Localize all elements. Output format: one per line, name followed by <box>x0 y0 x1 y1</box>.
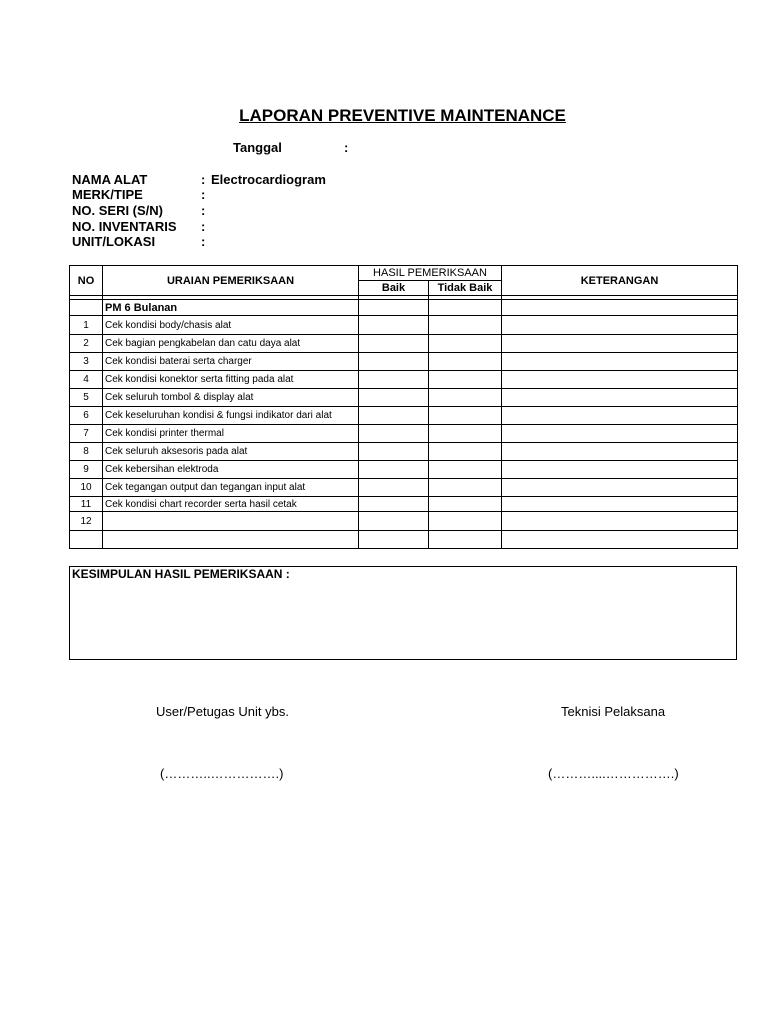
summary-box[interactable] <box>69 566 737 660</box>
row-item: Cek bagian pengkabelan dan catu daya alat <box>103 335 359 353</box>
row-item: Cek kondisi konektor serta fitting pada alat <box>103 371 359 389</box>
baik-cell[interactable] <box>359 371 429 389</box>
table-row <box>70 443 738 461</box>
tidak-baik-cell[interactable] <box>429 425 502 443</box>
row-number: 8 <box>70 443 103 461</box>
row-number: 9 <box>70 461 103 479</box>
tidak-baik-cell[interactable] <box>429 371 502 389</box>
tidak-baik-cell[interactable] <box>429 407 502 425</box>
keterangan-cell[interactable] <box>502 461 738 479</box>
keterangan-cell[interactable] <box>502 497 738 512</box>
row-item: Cek seluruh tombol & display alat <box>103 389 359 407</box>
table-row <box>70 407 738 425</box>
row-number: 3 <box>70 353 103 371</box>
keterangan-cell[interactable] <box>502 531 738 549</box>
header-tidak-baik: Tidak Baik <box>429 281 502 296</box>
row-item <box>103 512 359 531</box>
field-label-no-seri: NO. SERI (S/N) <box>72 203 164 218</box>
baik-cell[interactable] <box>359 443 429 461</box>
baik-cell[interactable] <box>359 425 429 443</box>
row-item: Cek kondisi chart recorder serta hasil cetak <box>103 497 359 512</box>
header-baik: Baik <box>359 281 429 296</box>
field-colon: : <box>201 187 206 202</box>
table-row <box>70 461 738 479</box>
signature-left-label: User/Petugas Unit ybs. <box>156 704 289 719</box>
baik-cell[interactable] <box>359 531 429 549</box>
date-colon: : <box>344 140 349 155</box>
field-label-merk-tipe: MERK/TIPE <box>72 187 143 202</box>
tidak-baik-cell[interactable] <box>429 443 502 461</box>
keterangan-cell[interactable] <box>502 353 738 371</box>
baik-cell[interactable] <box>359 335 429 353</box>
baik-cell[interactable] <box>359 407 429 425</box>
row-number: 6 <box>70 407 103 425</box>
row-number: 4 <box>70 371 103 389</box>
header-no: NO <box>70 266 103 296</box>
signature-right-line: (………....…………….) <box>548 766 679 781</box>
field-label-unit-lokasi: UNIT/LOKASI <box>72 234 156 249</box>
baik-cell[interactable] <box>359 316 429 335</box>
field-colon: : <box>201 172 206 187</box>
table-row <box>70 479 738 497</box>
row-number: 10 <box>70 479 103 497</box>
row-item: Cek tegangan output dan tegangan input alat <box>103 479 359 497</box>
row-number: 12 <box>70 512 103 531</box>
row-item: Cek seluruh aksesoris pada alat <box>103 443 359 461</box>
row-number: 1 <box>70 316 103 335</box>
row-item: Cek keseluruhan kondisi & fungsi indikator dari alat <box>103 407 359 425</box>
field-colon: : <box>201 219 206 234</box>
field-value-nama-alat: Electrocardiogram <box>211 172 326 187</box>
tidak-baik-cell[interactable] <box>429 389 502 407</box>
table-row <box>70 353 738 371</box>
keterangan-cell[interactable] <box>502 389 738 407</box>
baik-cell[interactable] <box>359 479 429 497</box>
table-row <box>70 371 738 389</box>
table-row <box>70 335 738 353</box>
table-row <box>70 531 738 549</box>
header-uraian: URAIAN PEMERIKSAAN <box>103 266 359 296</box>
field-colon: : <box>201 203 206 218</box>
row-number: 11 <box>70 497 103 512</box>
row-item: Cek kebersihan elektroda <box>103 461 359 479</box>
baik-cell[interactable] <box>359 353 429 371</box>
table-row <box>70 316 738 335</box>
baik-cell[interactable] <box>359 389 429 407</box>
row-item: Cek kondisi baterai serta charger <box>103 353 359 371</box>
field-colon: : <box>201 234 206 249</box>
field-label-no-inventaris: NO. INVENTARIS <box>72 219 177 234</box>
tidak-baik-cell[interactable] <box>429 316 502 335</box>
table-row <box>70 512 738 531</box>
row-number: 2 <box>70 335 103 353</box>
tidak-baik-cell[interactable] <box>429 353 502 371</box>
keterangan-cell[interactable] <box>502 335 738 353</box>
inspection-table <box>69 265 738 549</box>
row-item <box>103 531 359 549</box>
keterangan-cell[interactable] <box>502 371 738 389</box>
keterangan-cell[interactable] <box>502 316 738 335</box>
table-row <box>70 497 738 512</box>
tidak-baik-cell[interactable] <box>429 497 502 512</box>
section-row <box>70 300 738 316</box>
field-label-nama-alat: NAMA ALAT <box>72 172 148 187</box>
keterangan-cell[interactable] <box>502 425 738 443</box>
row-item: Cek kondisi printer thermal <box>103 425 359 443</box>
tidak-baik-cell[interactable] <box>429 512 502 531</box>
tidak-baik-cell[interactable] <box>429 531 502 549</box>
signature-left-line: (………..…………….) <box>160 766 284 781</box>
keterangan-cell[interactable] <box>502 512 738 531</box>
tidak-baik-cell[interactable] <box>429 479 502 497</box>
table-row <box>70 425 738 443</box>
baik-cell[interactable] <box>359 497 429 512</box>
keterangan-cell[interactable] <box>502 407 738 425</box>
baik-cell[interactable] <box>359 512 429 531</box>
header-hasil: HASIL PEMERIKSAAN <box>359 266 502 281</box>
tidak-baik-cell[interactable] <box>429 461 502 479</box>
table-row <box>70 389 738 407</box>
keterangan-cell[interactable] <box>502 443 738 461</box>
baik-cell[interactable] <box>359 461 429 479</box>
section-label: PM 6 Bulanan <box>103 300 359 316</box>
report-title: LAPORAN PREVENTIVE MAINTENANCE <box>239 106 566 125</box>
row-number <box>70 531 103 549</box>
date-label: Tanggal <box>233 140 282 155</box>
keterangan-cell[interactable] <box>502 479 738 497</box>
row-number: 7 <box>70 425 103 443</box>
signature-right-label: Teknisi Pelaksana <box>561 704 666 719</box>
header-keterangan: KETERANGAN <box>502 266 738 296</box>
tidak-baik-cell[interactable] <box>429 335 502 353</box>
row-item: Cek kondisi body/chasis alat <box>103 316 359 335</box>
summary-label: KESIMPULAN HASIL PEMERIKSAAN : <box>72 567 290 581</box>
row-number: 5 <box>70 389 103 407</box>
